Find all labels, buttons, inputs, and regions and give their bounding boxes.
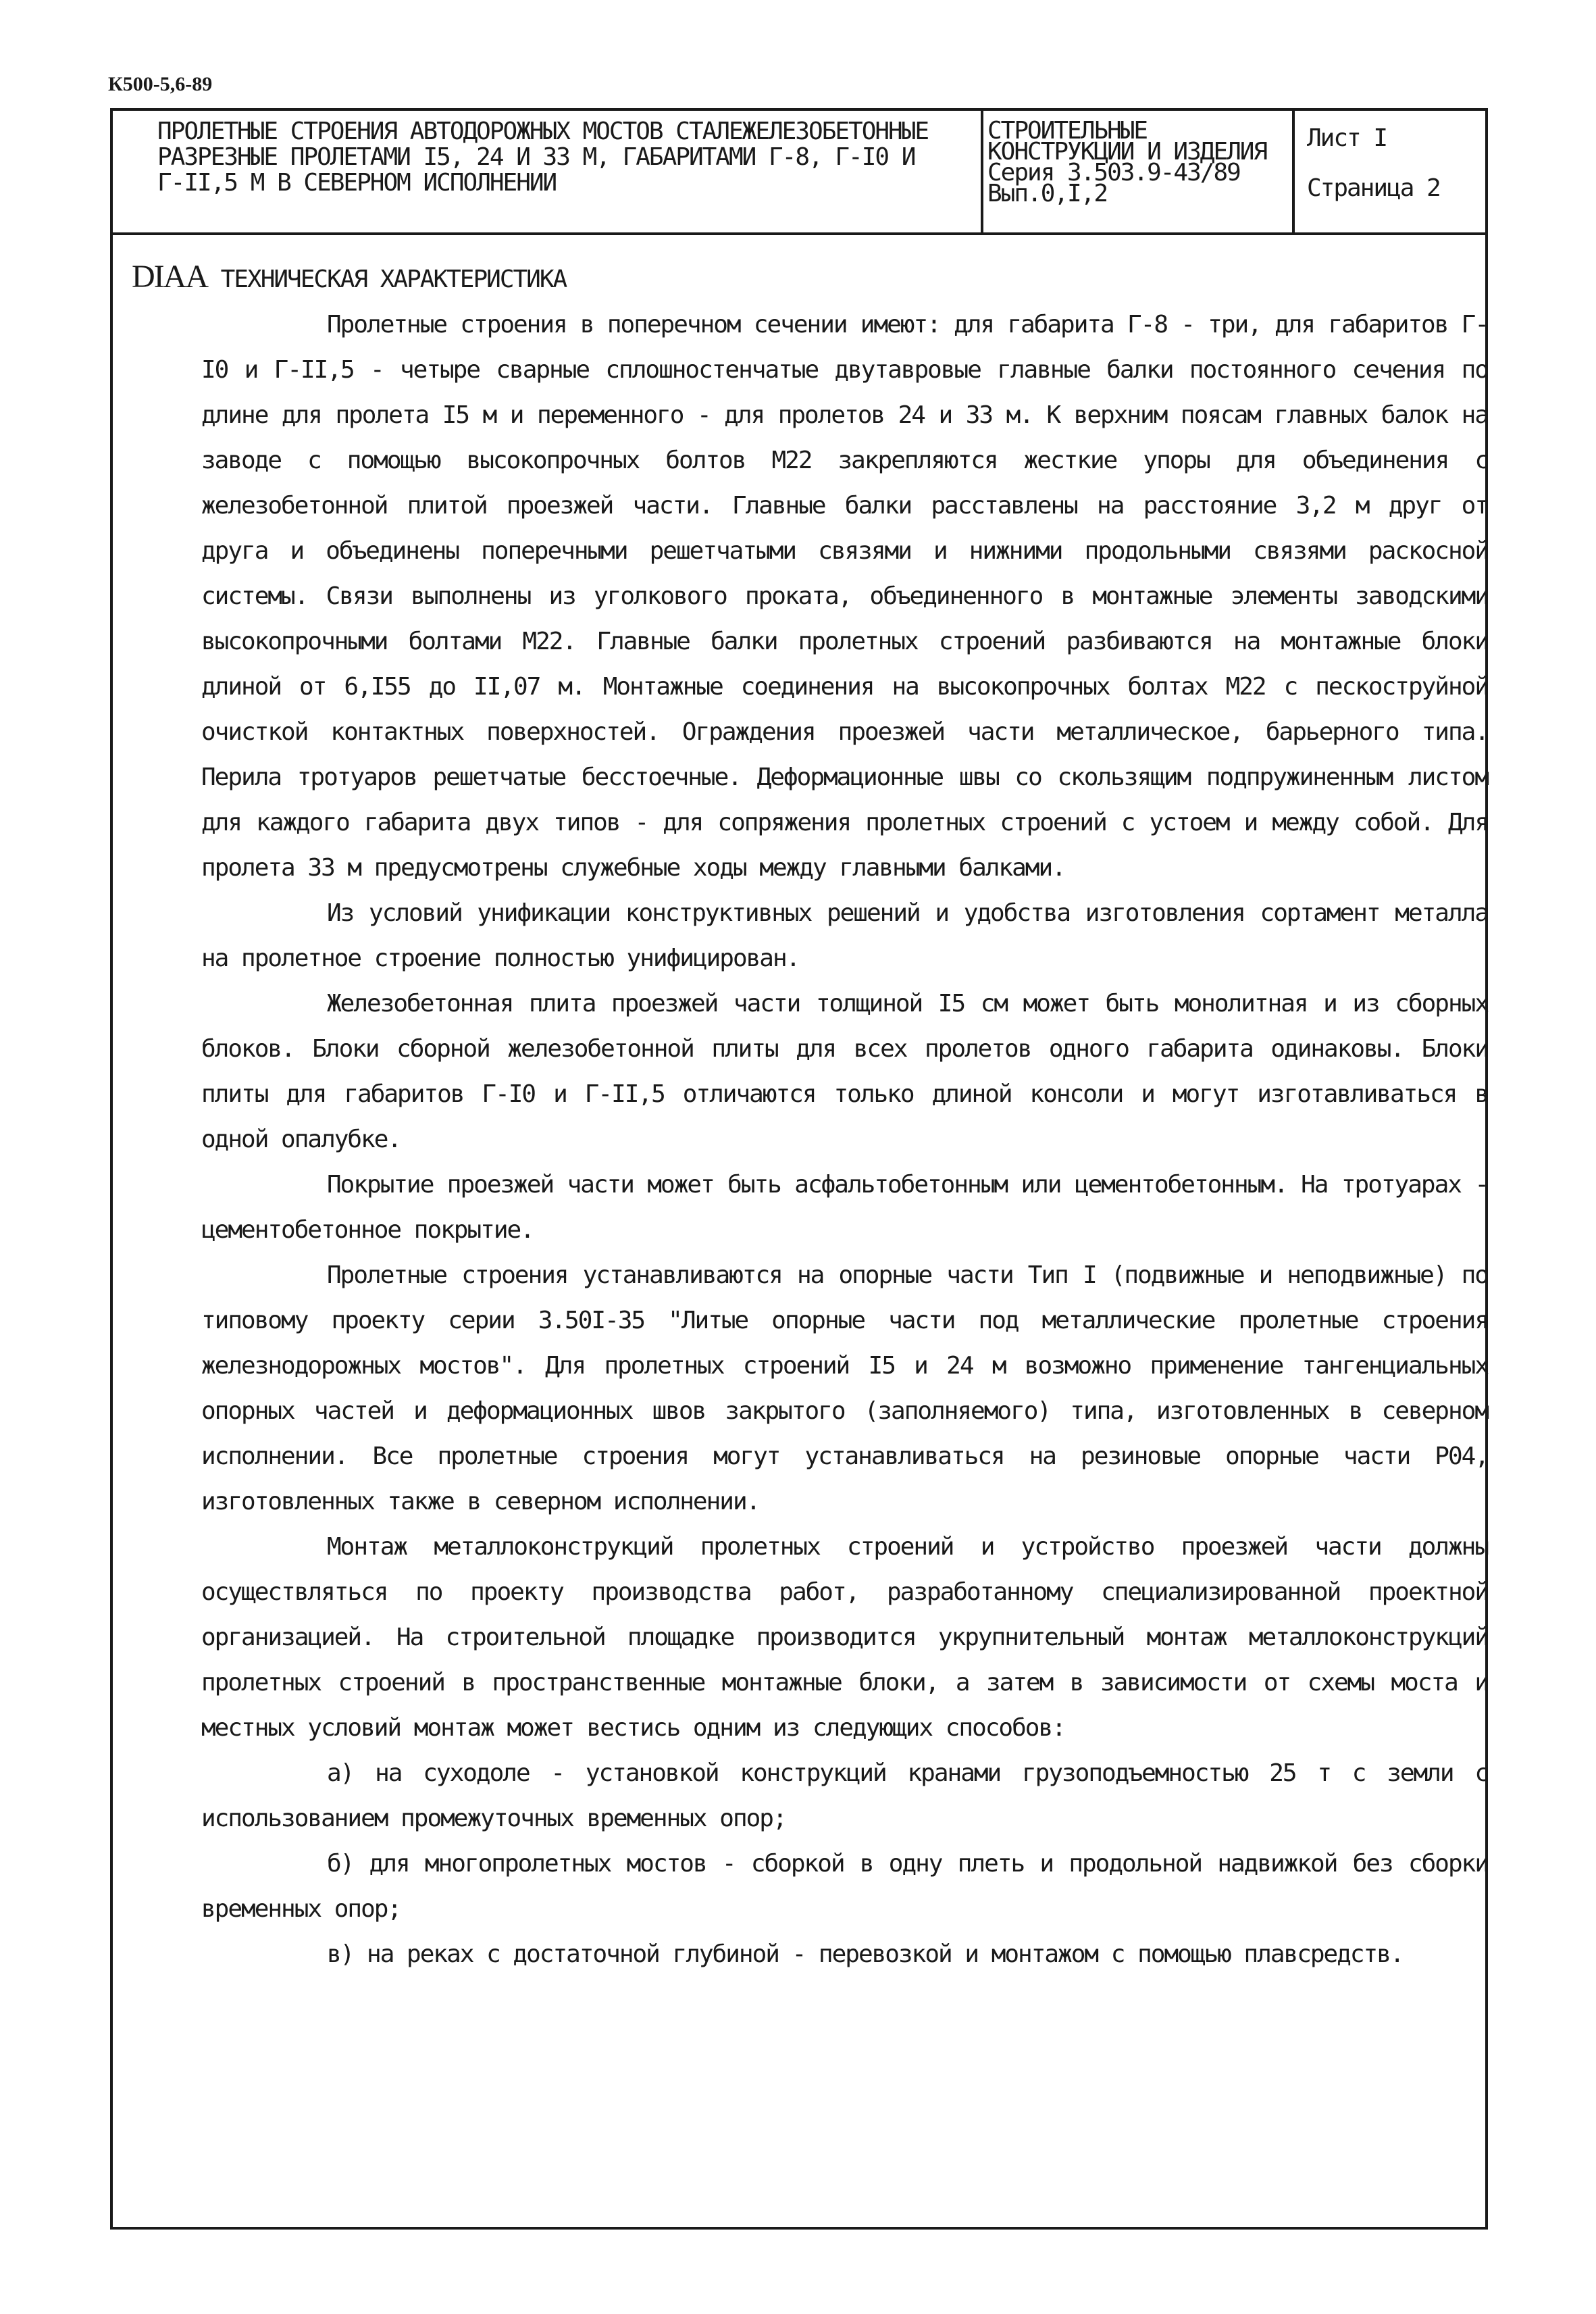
paragraph: Из условий унификации конструктивных решений и удобства изготовления сортамент металла на пролетное строение полностью унифицирован. <box>201 899 1488 972</box>
paragraph: Железобетонная плита проезжей части толщиной I5 см может быть монолитная и из сборных блоков. Блоки сборной железобетонной плиты для всех пролетов одного габарита одинаковы. Блоки плиты для габаритов Г-I0 и Г-II,5 отличаются только длиной консоли и могут изготавливаться в одной опалубке. <box>201 990 1488 1153</box>
list-item: б) для многопролетных мостов - сборкой в одну плеть и продольной надвижкой без сборки временных опор; <box>201 1850 1488 1923</box>
title-line: Г-II,5 М В СЕВЕРНОМ ИСПОЛНЕНИИ <box>157 169 557 197</box>
sheet-number: Лист I <box>1307 124 1387 152</box>
paragraph: Монтаж металлоконструкций пролетных строений и устройство проезжей части должны осуществляться по проекту производства работ, разработанному специализированной проектной организацией. На строительной площадке производится укрупнительный монтаж металлоконструкций пролетных строений в пространственные монтажные блоки, а затем в зависимости от схемы моста и местных условий монтаж может вестись одним из следующих способов: <box>201 1533 1488 1742</box>
document-code: К500-5,6-89 <box>108 73 213 95</box>
title-block-description <box>113 111 983 232</box>
series-line: Вып.0,I,2 <box>987 180 1108 207</box>
page-number: Страница 2 <box>1307 174 1440 202</box>
list-item: в) на реках с достаточной глубиной - перевозкой и монтажом с помощью плавсредств. <box>327 1940 1404 1968</box>
title-block-series <box>983 111 1295 232</box>
section-number: DIAA <box>132 259 207 295</box>
section-heading <box>132 258 566 295</box>
page-frame <box>110 108 1488 2230</box>
title-line: ПРОЛЕТНЫЕ СТРОЕНИЯ АВТОДОРОЖНЫХ МОСТОВ СТАЛЕЖЕЛЕЗОБЕТОННЫЕ <box>157 118 929 145</box>
title-block <box>113 111 1485 235</box>
title-block-sheet <box>1295 111 1485 232</box>
paragraph: Пролетные строения устанавливаются на опорные части Тип I (подвижные и неподвижные) по типовому проекту серии 3.50I-35 "Литые опорные части под металлические пролетные строения железнодорожных мостов". Для пролетных строений I5 и 24 м возможно применение тангенциальных опорных частей и деформационных швов закрытого (заполняемого) типа, изготовленных в северном исполнении. Все пролетные строения могут устанавливаться на резиновые опорные части Р04, изготовленных также в северном исполнении. <box>201 1261 1488 1515</box>
body-text <box>201 302 1488 1977</box>
paragraph: Пролетные строения в поперечном сечении имеют: для габарита Г-8 - три, для габаритов Г-I0 и Г-II,5 - четыре сварные сплошностенчатые двутавровые главные балки постоянного сечения по длине для пролета I5 м и переменного - для пролетов 24 и 33 м. К верхним поясам главных балок на заводе с помощью высокопрочных болтов М22 закрепляются жесткие упоры для объединения с железобетонной плитой проезжей части. Главные балки расставлены на расстояние 3,2 м друг от друга и объединены поперечными решетчатыми связями и нижними продольными связями раскосной системы. Связи выполнены из уголкового проката, объединенного в монтажные элементы заводскими высокопрочными болтами М22. Главные балки пролетных строений разбиваются на монтажные блоки длиной от 6,I55 до II,07 м. Монтажные соединения на высокопрочных болтах М22 с пескоструйной очисткой контактных поверхностей. Ограждения проезжей части металлическое, барьерного типа. Перила тротуаров решетчатые бесстоечные. Деформационные швы со скользящим подпружиненным листом для каждого габарита двух типов - для сопряжения пролетных строений с устоем и между собой. Для пролета 33 м предусмотрены служебные ходы между главными балками. <box>201 311 1488 882</box>
section-title: ТЕХНИЧЕСКАЯ ХАРАКТЕРИСТИКА <box>220 266 567 293</box>
paragraph: Покрытие проезжей части может быть асфальтобетонным или цементобетонным. На тротуарах - цементобетонное покрытие. <box>201 1171 1488 1244</box>
list-item: а) на суходоле - установкой конструкций кранами грузоподъемностью 25 т с земли с использованием промежуточных временных опор; <box>201 1759 1488 1832</box>
series-line: Серия 3.503.9-43/89 <box>987 159 1240 186</box>
series-line: СТРОИТЕЛЬНЫЕ <box>987 117 1148 145</box>
title-line: РАЗРЕЗНЫЕ ПРОЛЕТАМИ I5, 24 И 33 М, ГАБАРИТАМИ Г-8, Г-I0 И <box>157 143 915 171</box>
series-line: КОНСТРУКЦИИ И ИЗДЕЛИЯ <box>987 138 1267 166</box>
